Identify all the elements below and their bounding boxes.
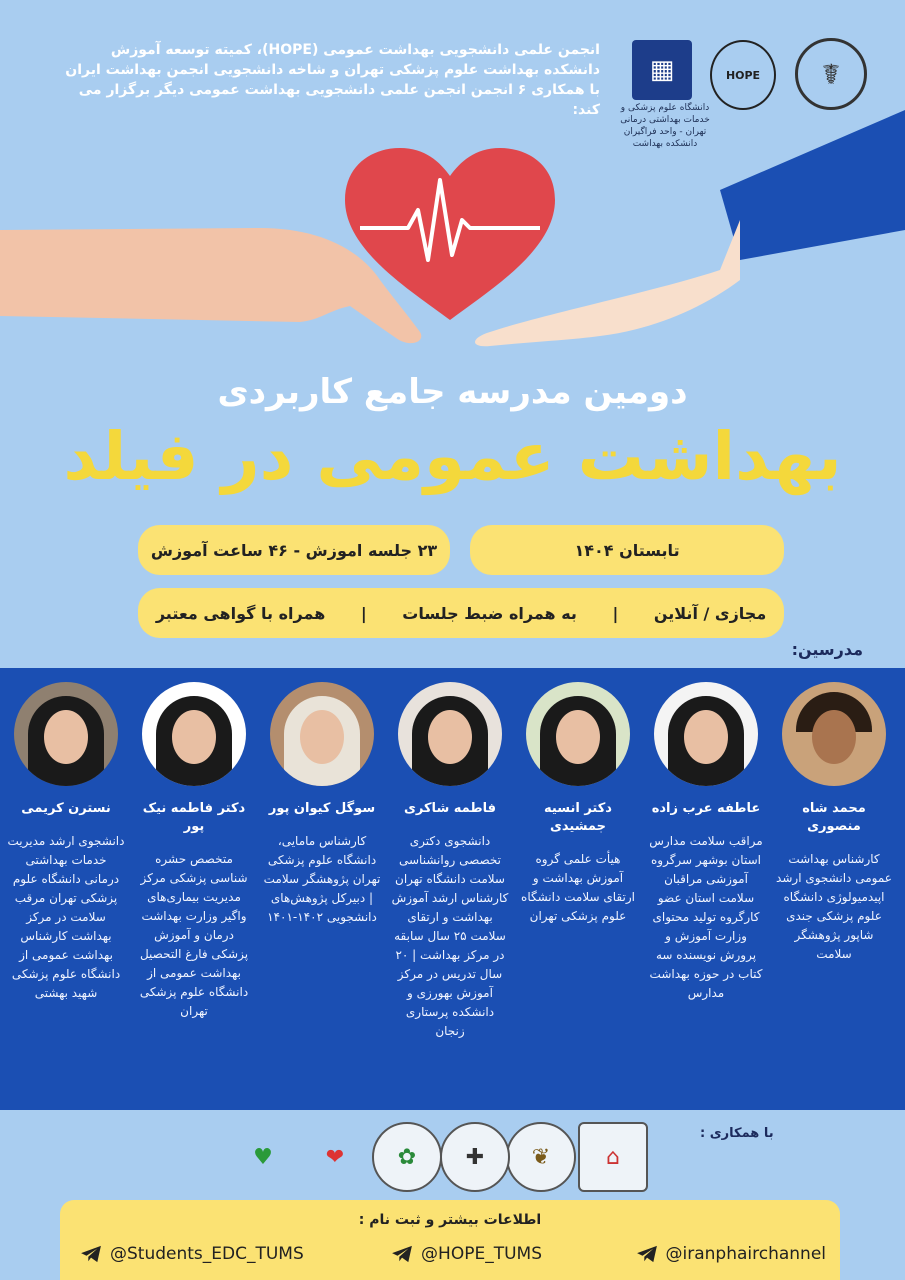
hands-heart-illustration — [0, 110, 905, 360]
tums-logo: ▦ — [632, 40, 692, 100]
partner-logo-4: ✿ — [372, 1122, 442, 1192]
teacher-description: هیأت علمی گروه آموزش بهداشت و ارتقای سلامت دانشگاه علوم پزشکی تهران — [521, 852, 635, 923]
partner-logo-6: ♥ — [253, 1144, 273, 1170]
hope-logo-text: HOPE — [725, 68, 761, 82]
mode-text: مجازی / آنلاین — [653, 603, 767, 623]
teacher-description: متخصص حشره شناسی پزشکی مرکز مدیریت بیماری‌های واگیر وزارت بهداشت درمان و آموزش پزشکی فارغ التحصیل بهداشت عمومی از دانشگاه علوم پزشکی تهران — [139, 852, 249, 1018]
partner-logo-2: ❦ — [506, 1122, 576, 1192]
teacher-card — [647, 682, 765, 1003]
subtitle: دومین مدرسه جامع کاربردی — [217, 372, 688, 412]
teacher-card — [263, 682, 381, 927]
teacher-card — [775, 682, 893, 964]
teacher-name: دکتر انسیه جمشیدی — [544, 801, 612, 834]
teacher-photo — [782, 682, 886, 786]
teacher-name: نسترن کریمی — [21, 801, 111, 816]
teacher-name: عاطفه عرب زاده — [651, 801, 761, 816]
teacher-description: کارشناس بهداشت عمومی دانشجوی ارشد اپیدمیولوژی دانشگاه علوم پزشکی جندی شاپور پژوهشگر سلامت — [776, 852, 892, 961]
telegram-handle: @HOPE_TUMS — [421, 1244, 542, 1264]
sessions-pill — [138, 525, 450, 575]
separator: | — [360, 603, 367, 623]
main-title: بهداشت عمومی در فیلد — [63, 418, 842, 495]
footer-title: اطلاعات بیشتر و ثبت نام : — [358, 1212, 542, 1228]
teachers-label: مدرسین: — [791, 640, 863, 659]
season-text: تابستان ۱۴۰۴ — [574, 540, 680, 560]
partner-logo-3: ✚ — [440, 1122, 510, 1192]
teacher-description: دانشجوی دکتری تخصصی روانشناسی سلامت دانشگاه تهران کارشناس ارشد آموزش بهداشت و ارتقای سلامت ۲۵ سال سابقه در مرکز بهداشت | ۲۰ سال تدریس در مرکز آموزش بهورزی و دانشکده پرستاری زنجان — [391, 834, 509, 1038]
hope-logo — [710, 40, 776, 110]
telegram-handle: @Students_EDC_TUMS — [110, 1244, 304, 1264]
partner-logo-5: ❤ — [325, 1144, 345, 1170]
telegram-icon — [80, 1245, 102, 1263]
teacher-card — [135, 682, 253, 1021]
telegram-link-1[interactable] — [636, 1244, 827, 1264]
teacher-name: محمد شاه منصوری — [802, 801, 866, 834]
teacher-card — [519, 682, 637, 926]
certificate-text: همراه با گواهی معتبر — [155, 603, 326, 623]
telegram-link-3[interactable] — [80, 1244, 304, 1264]
teacher-name: فاطمه شاکری — [404, 801, 496, 816]
intro-text: انجمن علمی دانشجویی بهداشت عمومی (HOPE)، کمیته توسعه آموزش دانشکده بهداشت علوم پزشکی تهران و شاخه دانشجویی انجمن بهداشت ایران با همکاری ۶ انجمن انجمن علمی دانشجویی بهداشت عمومی دیگر برگزار می کند: — [65, 42, 600, 118]
recording-text: به همراه ضبط جلسات — [402, 603, 577, 623]
teacher-card — [391, 682, 509, 1041]
teacher-photo — [270, 682, 374, 786]
teacher-photo — [14, 682, 118, 786]
features-pill — [138, 588, 784, 638]
public-health-logo: ☤ — [795, 38, 867, 110]
teachers-panel — [0, 668, 905, 1110]
season-pill — [470, 525, 784, 575]
teacher-name: دکتر فاطمه نیک پور — [142, 801, 246, 834]
telegram-handle: @iranphairchannel — [665, 1244, 826, 1264]
teacher-description: دانشجوی ارشد مدیریت خدمات بهداشتی درمانی دانشگاه علوم پزشکی تهران مرقب سلامت در مرکز بهداشت کارشناس بهداشت عمومی از دانشگاه علوم پزشکی شهید بهشتی — [7, 834, 125, 1000]
teacher-photo — [526, 682, 630, 786]
footer — [60, 1200, 840, 1280]
tums-logo-caption: دانشگاه علوم پزشکی و خدمات بهداشتی درمانی تهران - واحد فراگیران دانشکده بهداشت — [620, 103, 710, 149]
teacher-photo — [142, 682, 246, 786]
telegram-icon — [391, 1245, 413, 1263]
teacher-photo — [398, 682, 502, 786]
separator: | — [612, 603, 619, 623]
telegram-icon — [636, 1245, 658, 1263]
partner-logo-1: ⌂ — [578, 1122, 648, 1192]
teacher-card — [7, 682, 125, 1003]
teacher-description: مراقب سلامت مدارس استان بوشهر سرگروه آموزشی مراقبان سلامت استان عضو کارگروه تولید محتوای وزارت آموزش و پرورش نویسنده سه کتاب در حوزه بهداشت مدارس — [649, 834, 763, 1000]
teacher-name: سوگل کیوان پور — [268, 801, 376, 816]
teacher-description: کارشناس مامایی، دانشگاه علوم پزشکی تهران پژوهشگر سلامت | دبیرکل پژوهش‌های دانشجویی ۱۴۰۲-۱۴۰۱ — [263, 834, 381, 924]
telegram-link-2[interactable] — [391, 1244, 542, 1264]
partners-label: با همکاری : — [700, 1126, 774, 1141]
sessions-text: ۲۳ جلسه اموزش - ۴۶ ساعت آموزش — [150, 540, 438, 560]
teacher-photo — [654, 682, 758, 786]
